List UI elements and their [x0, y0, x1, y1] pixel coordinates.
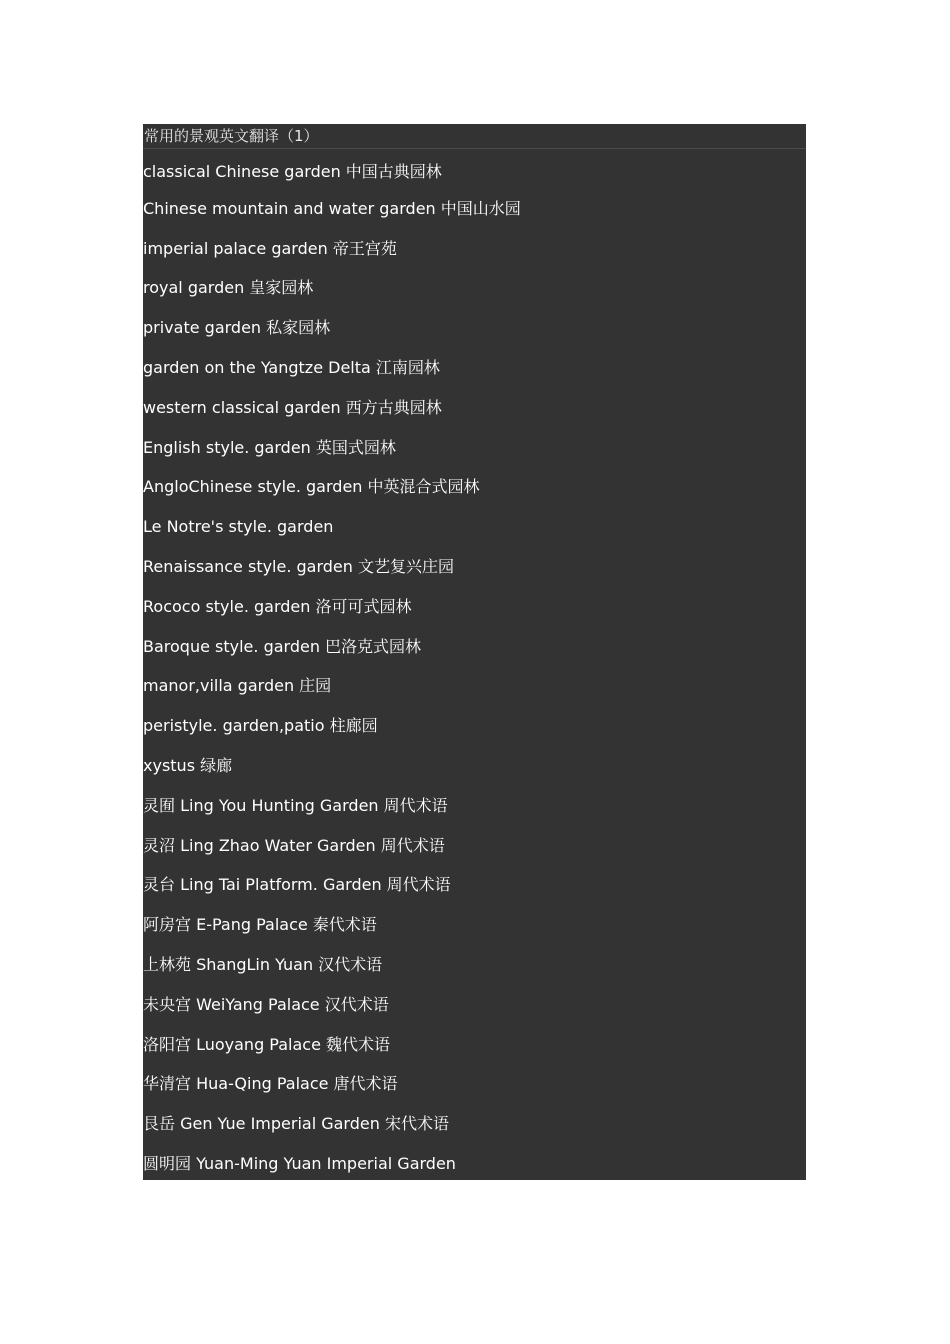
term-row: private garden 私家园林 [143, 318, 331, 338]
term-row: xystus 绿廊 [143, 755, 233, 775]
term-row: English style. garden 英国式园林 [143, 437, 396, 457]
term-row: Chinese mountain and water garden 中国山水园 [143, 198, 521, 218]
term-row: 灵沼 Ling Zhao Water Garden 周代术语 [143, 835, 445, 855]
term-row: 阿房宫 E-Pang Palace 秦代术语 [143, 915, 377, 935]
term-row: peristyle. garden,patio 柱廊园 [143, 716, 378, 736]
term-row: royal garden 皇家园林 [143, 278, 314, 298]
term-row: 艮岳 Gen Yue Imperial Garden 宋代术语 [143, 1114, 449, 1134]
term-row: 上林苑 ShangLin Yuan 汉代术语 [143, 954, 383, 974]
term-row: 圆明园 Yuan-Ming Yuan Imperial Garden [143, 1153, 456, 1173]
terms-panel [143, 124, 806, 1180]
term-row: AngloChinese style. garden 中英混合式园林 [143, 477, 480, 497]
term-row: Renaissance style. garden 文艺复兴庄园 [143, 556, 455, 576]
term-row: 华清宫 Hua-Qing Palace 唐代术语 [143, 1074, 398, 1094]
term-row: 灵囿 Ling You Hunting Garden 周代术语 [143, 795, 448, 815]
term-row: 灵台 Ling Tai Platform. Garden 周代术语 [143, 875, 451, 895]
term-list [143, 149, 806, 1184]
term-row: classical Chinese garden 中国古典园林 [143, 162, 442, 181]
term-row: garden on the Yangtze Delta 江南园林 [143, 357, 440, 377]
term-row: 洛阳宫 Luoyang Palace 魏代术语 [143, 1034, 391, 1054]
term-row: western classical garden 西方古典园林 [143, 397, 442, 417]
term-row: Le Notre's style. garden [143, 517, 334, 537]
term-row: manor,villa garden 庄园 [143, 676, 332, 696]
term-row: Rococo style. garden 洛可可式园林 [143, 596, 412, 616]
term-row: 未央宫 WeiYang Palace 汉代术语 [143, 994, 389, 1014]
term-row: Baroque style. garden 巴洛克式园林 [143, 636, 422, 656]
term-row: imperial palace garden 帝王宫苑 [143, 238, 397, 258]
document-title: 常用的景观英文翻译（1） [143, 124, 806, 149]
